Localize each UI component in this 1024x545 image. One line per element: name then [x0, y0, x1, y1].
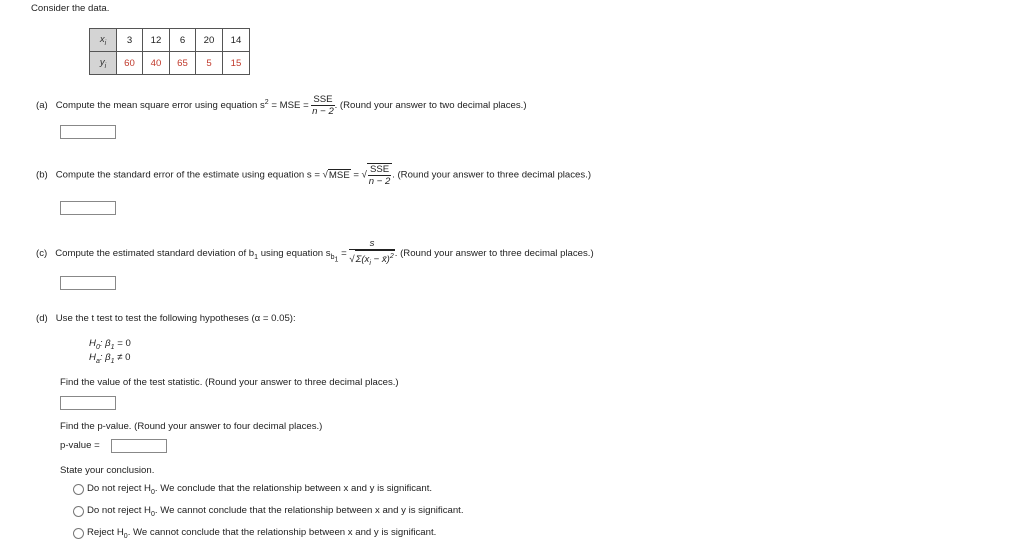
part-b-label: (b)	[36, 169, 48, 181]
sb1-input[interactable]	[60, 276, 116, 290]
test-statistic-prompt: Find the value of the test statistic. (Round your answer to three decimal places.)	[60, 377, 399, 388]
x-cell: 20	[196, 29, 223, 52]
x-cell: 3	[117, 29, 143, 52]
conclusion-radio-1[interactable]	[73, 484, 84, 495]
y-cell: 15	[223, 52, 250, 75]
conclusion-option-3[interactable]: Reject $H_0$. We cannot conclude that the relationship between x and y is significant.	[87, 527, 437, 540]
y-cell: 5	[196, 52, 223, 75]
p-value-prompt: Find the p-value. (Round your answer to four decimal places.)	[60, 421, 323, 432]
part-c-label: (c)	[36, 248, 48, 260]
part-a-label: (a)	[36, 100, 48, 112]
null-hypothesis: $H_0$: $\beta_1 = 0$	[89, 338, 131, 351]
conclusion-label: State your conclusion.	[60, 465, 155, 476]
standard-error-input[interactable]	[60, 201, 116, 215]
conclusion-option-2[interactable]: Do not reject $H_0$. We cannot conclude that the relationship between x and y is significant.	[87, 505, 464, 518]
part-b-question: (b) Compute the standard error of the estimate using equation s = √MSE = √ $\frac{\text{SSE}}{n - 2}$ . (Round your answer to three decimal places.)	[36, 164, 592, 187]
conclusion-radio-3[interactable]	[73, 528, 84, 539]
x-header: $x_i$	[90, 29, 117, 52]
conclusion-radio-2[interactable]	[73, 506, 84, 517]
sb1-fraction: $\frac{s}{√\Sigma(x_i - x̄)^2}$	[349, 238, 394, 268]
mse-fraction: $\frac{\text{SSE}}{n - 2}$	[312, 94, 334, 117]
x-cell: 12	[143, 29, 170, 52]
alternative-hypothesis: $H_a$: $\beta_1 \ne 0$	[89, 352, 131, 365]
mse-input[interactable]	[60, 125, 116, 139]
part-a-question: (a) Compute the mean square error using equation $s^2$ = MSE = $\frac{\text{SSE}}{n - 2}$ . (Round your answer to two decimal places.)	[36, 94, 527, 117]
y-cell: 40	[143, 52, 170, 75]
y-header: $y_i$	[90, 52, 117, 75]
x-cell: 14	[223, 29, 250, 52]
part-d-question: (d) Use the t test to test the following hypotheses (α = 0.05):	[36, 313, 296, 324]
part-d-label: (d)	[36, 313, 48, 324]
y-row	[90, 52, 250, 75]
test-statistic-input[interactable]	[60, 396, 116, 410]
intro-text: Consider the data.	[31, 3, 110, 14]
y-cell: 65	[170, 52, 196, 75]
conclusion-option-1[interactable]: Do not reject $H_0$. We conclude that the relationship between x and y is significant.	[87, 483, 433, 496]
part-c-question: (c) Compute the estimated standard deviation of $b_1$ using equation $s_{b_1}$ = $\frac{s}{√\Sigma(x_i - x̄)^2}$ . (Round your answer to three decimal places.)	[36, 238, 594, 268]
p-value-input[interactable]	[111, 439, 167, 453]
x-cell: 6	[170, 29, 196, 52]
se-fraction: $\frac{\text{SSE}}{n - 2}$	[368, 164, 391, 187]
data-table	[89, 28, 250, 75]
p-value-label: p-value =	[60, 440, 100, 451]
y-cell: 60	[117, 52, 143, 75]
x-row	[90, 29, 250, 52]
